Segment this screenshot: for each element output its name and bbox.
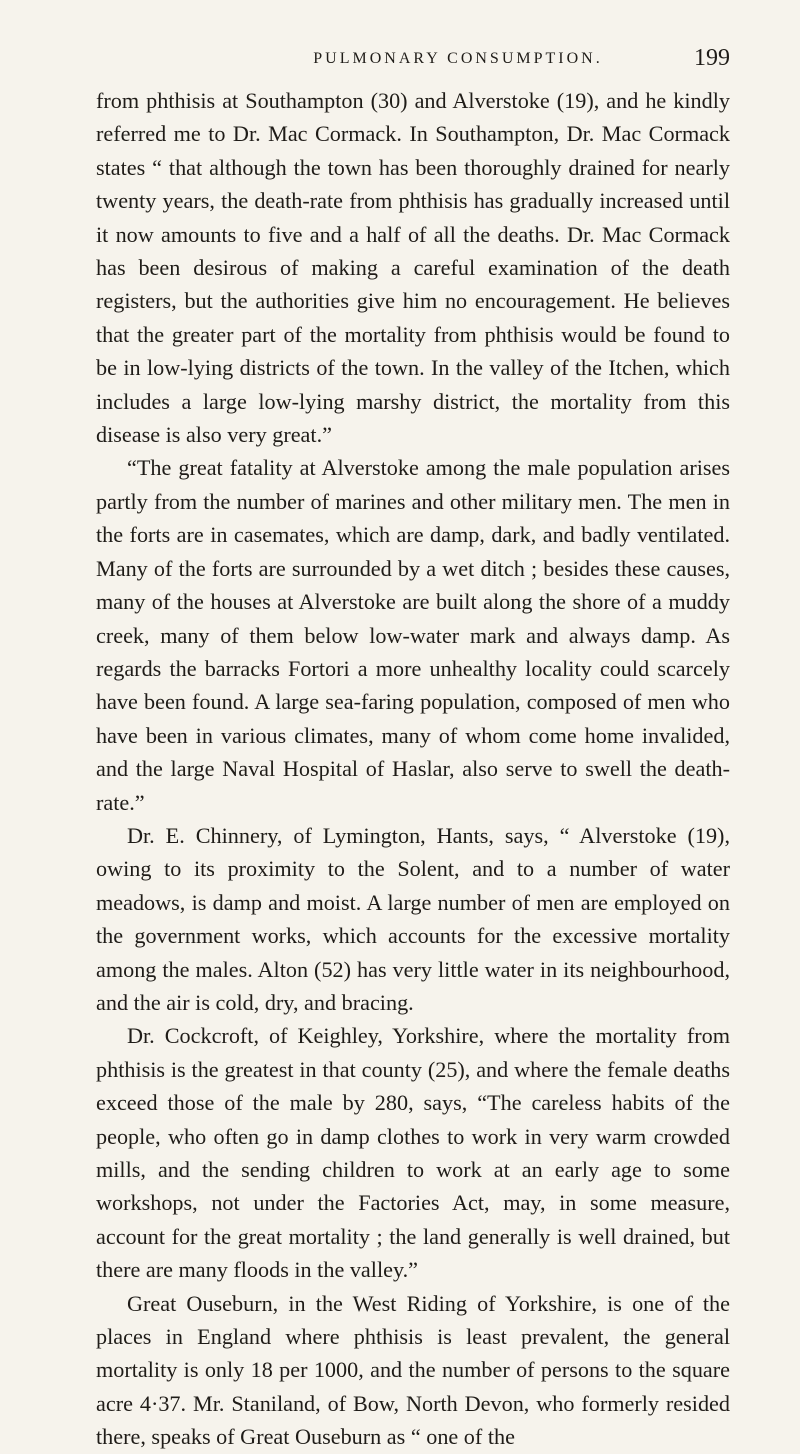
body-text	[96, 84, 730, 1454]
paragraph-cockcroft: Dr. Cockcroft, of Keighley, Yorkshire, where the mortality from phthisis is the greatest in that county (25), and where the female deaths exceed those of the male by 280, says, “The careless habits of the people, who often go in damp clothes to work in very warm crowded mills, and the sending children to work at an early age to some workshops, not under the Factories Act, may, in some measure, account for the great mortality ; the land generally is well drained, but there are many floods in the valley.”	[96, 1023, 730, 1283]
paragraph-great-ouseburn: Great Ouseburn, in the West Riding of Yorkshire, is one of the places in England where phthisis is least prevalent, the general mortality is only 18 per 1000, and the number of persons to the square acre 4·37. Mr. Staniland, of Bow, North Devon, who formerly resided there, speaks of Great Ouseburn as “ one of the	[96, 1290, 730, 1450]
paragraph-chinnery: Dr. E. Chinnery, of Lymington, Hants, says, “ Alverstoke (19), owing to its proximity to the Solent, and to a number of water meadows, is damp and moist. A large number of men are employed on the government works, which accounts for the excessive mortality among the males. Alton (52) has very little water in its neighbourhood, and the air is cold, dry, and bracing.	[96, 822, 730, 1015]
paragraph-continued: from phthisis at Southampton (30) and Alverstoke (19), and he kindly referred me to Dr. Mac Cormack. In Southampton, Dr. Mac Cormack states “ that although the town has been thoroughly drained for nearly twenty years, the death-rate from phthisis has gradually increased until it now amounts to five and a half of all the deaths. Dr. Mac Cormack has been desirous of making a careful examination of the death registers, but the authorities give him no encouragement. He believes that the greater part of the mortality from phthisis would be found to be in low-lying districts of the town. In the valley of the Itchen, which includes a large low-lying marshy district, the mortality from this disease is also very great.”	[96, 88, 730, 448]
page-number: 199	[694, 45, 730, 71]
running-title: PULMONARY CONSUMPTION.	[313, 50, 603, 67]
paragraph-alverstoke: “The great fatality at Alverstoke among the male population arises partly from the number of marines and other military men. The men in the forts are in casemates, which are damp, dark, and badly ventilated. Many of the forts are surrounded by a wet ditch ; besides these causes, many of the houses at Alverstoke are built along the shore of a muddy creek, many of them below low-water mark and always damp. As regards the barracks Fortori a more unhealthy locality could scarcely have been found. A large sea-faring population, composed of men who have been in various climates, many of whom come home invalided, and the large Naval Hospital of Haslar, also serve to swell the death-rate.”	[96, 455, 730, 815]
running-head	[96, 45, 730, 80]
